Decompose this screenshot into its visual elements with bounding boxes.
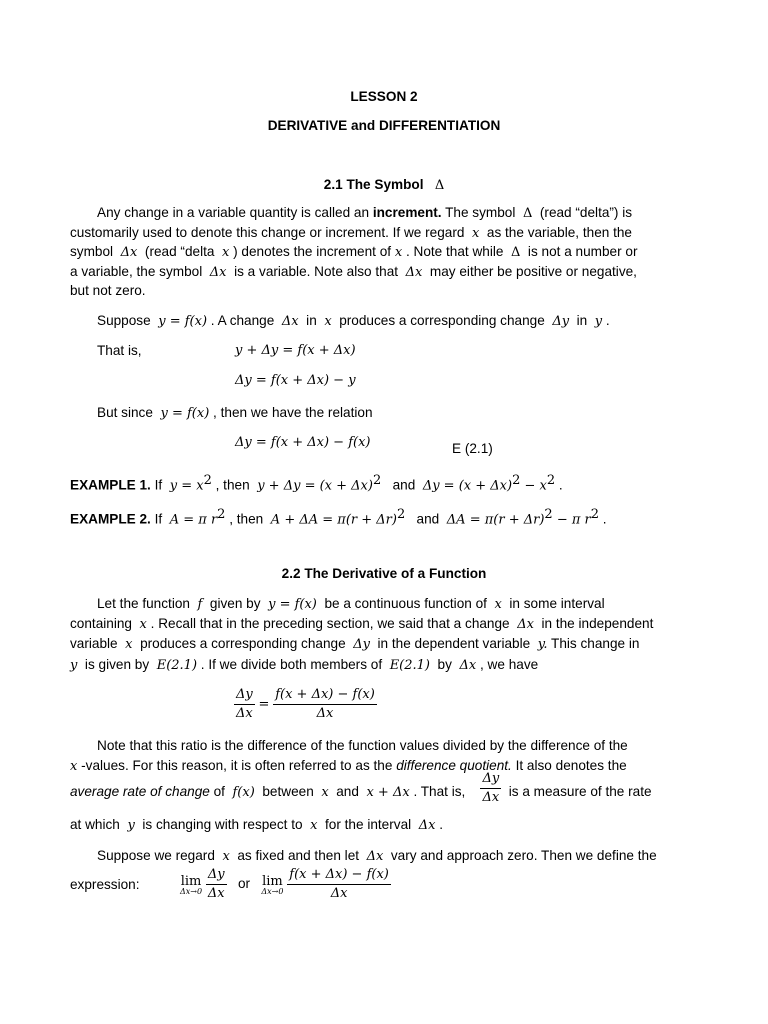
paragraph-4-line-1: Note that this ratio is the difference of the function values divided by the difference of the [97,738,628,753]
paragraph-1-line-4: a variable, the symbol Δx is a variable. Note also that Δx may either be positive or negative, [70,264,637,280]
equation-3: Δy = f(x + Δx) − f(x) [235,435,371,450]
lesson-title: LESSON 2 [350,89,418,104]
paragraph-5-line-1: Suppose we regard x as fixed and then let Δx vary and approach zero. Then we define the [97,848,657,864]
limit-operator-1: lim Δx→0 [180,873,203,896]
expression-label: expression: [70,877,140,892]
paragraph-2: Suppose y = f(x) . A change Δx in x produces a corresponding change Δy in y . [97,313,610,329]
fraction-delta-y-over-delta-x: $\frac{\Delta y}{\Delta x}$ [236,687,253,721]
fraction-limit-2: $\frac{f(x + \Delta x) - f(x)}{\Delta x}$ [289,867,389,901]
paragraph-3-line-1: Let the function f given by y = f(x) be a continuous function of x in some interval [97,596,605,612]
paragraph-3-line-4: y is given by E(2.1) . If we divide both members of E(2.1) by Δx , we have [70,657,539,673]
section-heading-symbol: 2.1 The Symbol Δ [323,177,445,193]
fraction-limit-1: $\frac{\Delta y}{\Delta x}$ [207,867,225,901]
equation-3-label: E (2.1) [452,441,493,456]
equation-2: Δy = f(x + Δx) − y [235,373,356,388]
example-1: EXAMPLE 1. If $y = x^2$ , then $y + \Delta y = (x + \Delta x)^2$ and $\Delta y = (x + \Delta x)^2 - x^2$ . [70,473,563,494]
paragraph-1-line-2: customarily used to denote this change or increment. If we regard x as the variable, then the [70,225,632,241]
paragraph-1-line-1: Any change in a variable quantity is called an increment. The symbol Δ (read “delta”) is [97,205,633,221]
paragraph-3-line-2: containing x . Recall that in the preceding section, we said that a change Δx in the independent [70,616,654,632]
fraction-difference-quotient: $\frac{f(x + \Delta x) - f(x)}{\Delta x}$ [275,687,375,721]
difference-quotient-equation: $\frac{\Delta y}{\Delta x}$ = $\frac{f(x + \Delta x) - f(x)}{\Delta x}$ [236,687,375,721]
equation-1: y + Δy = f(x + Δx) [235,343,356,358]
paragraph-3-line-3: variable x produces a corresponding change Δy in the dependent variable y. This change in [70,636,640,652]
paragraph-4-line-4: at which y is changing with respect to x for the interval Δx . [70,817,444,833]
limit-expression: lim Δx→0 $\frac{\Delta y}{\Delta x}$ or lim Δx→0 $\frac{f(x + \Delta x) - f(x)}{\Delta x}$ [180,867,389,901]
fraction-rate: $\frac{\Delta y}{\Delta x}$ [482,771,500,805]
limit-operator-2: lim Δx→0 [261,873,284,896]
section-heading-derivative: 2.2 The Derivative of a Function [281,566,487,581]
paragraph-1-line-5: but not zero. [70,283,146,298]
that-is-label: That is, [97,343,142,358]
example-2: EXAMPLE 2. If A = π $r^2$ , then $A + \Delta A = \pi(r + \Delta r)^2$ and $\Delta A = \pi(r + \Delta r)^2 - \pi$ $r^2$ . [70,507,607,528]
paragraph-4-line-2: x -values. For this reason, it is often referred to as the difference quotient. It also denotes the [70,758,627,774]
but-since-line: But since y = f(x) , then we have the relation [97,405,373,421]
lesson-subtitle: DERIVATIVE and DIFFERENTIATION [267,118,501,133]
paragraph-1-line-3: symbol Δx (read “delta x ) denotes the increment of x . Note that while Δ is not a number or [70,244,638,260]
paragraph-4-line-3: average rate of change of f(x) between x and x + Δx . That is, $\frac{\Delta y}{\Delta x}$ is a measure of the rate [70,771,652,805]
